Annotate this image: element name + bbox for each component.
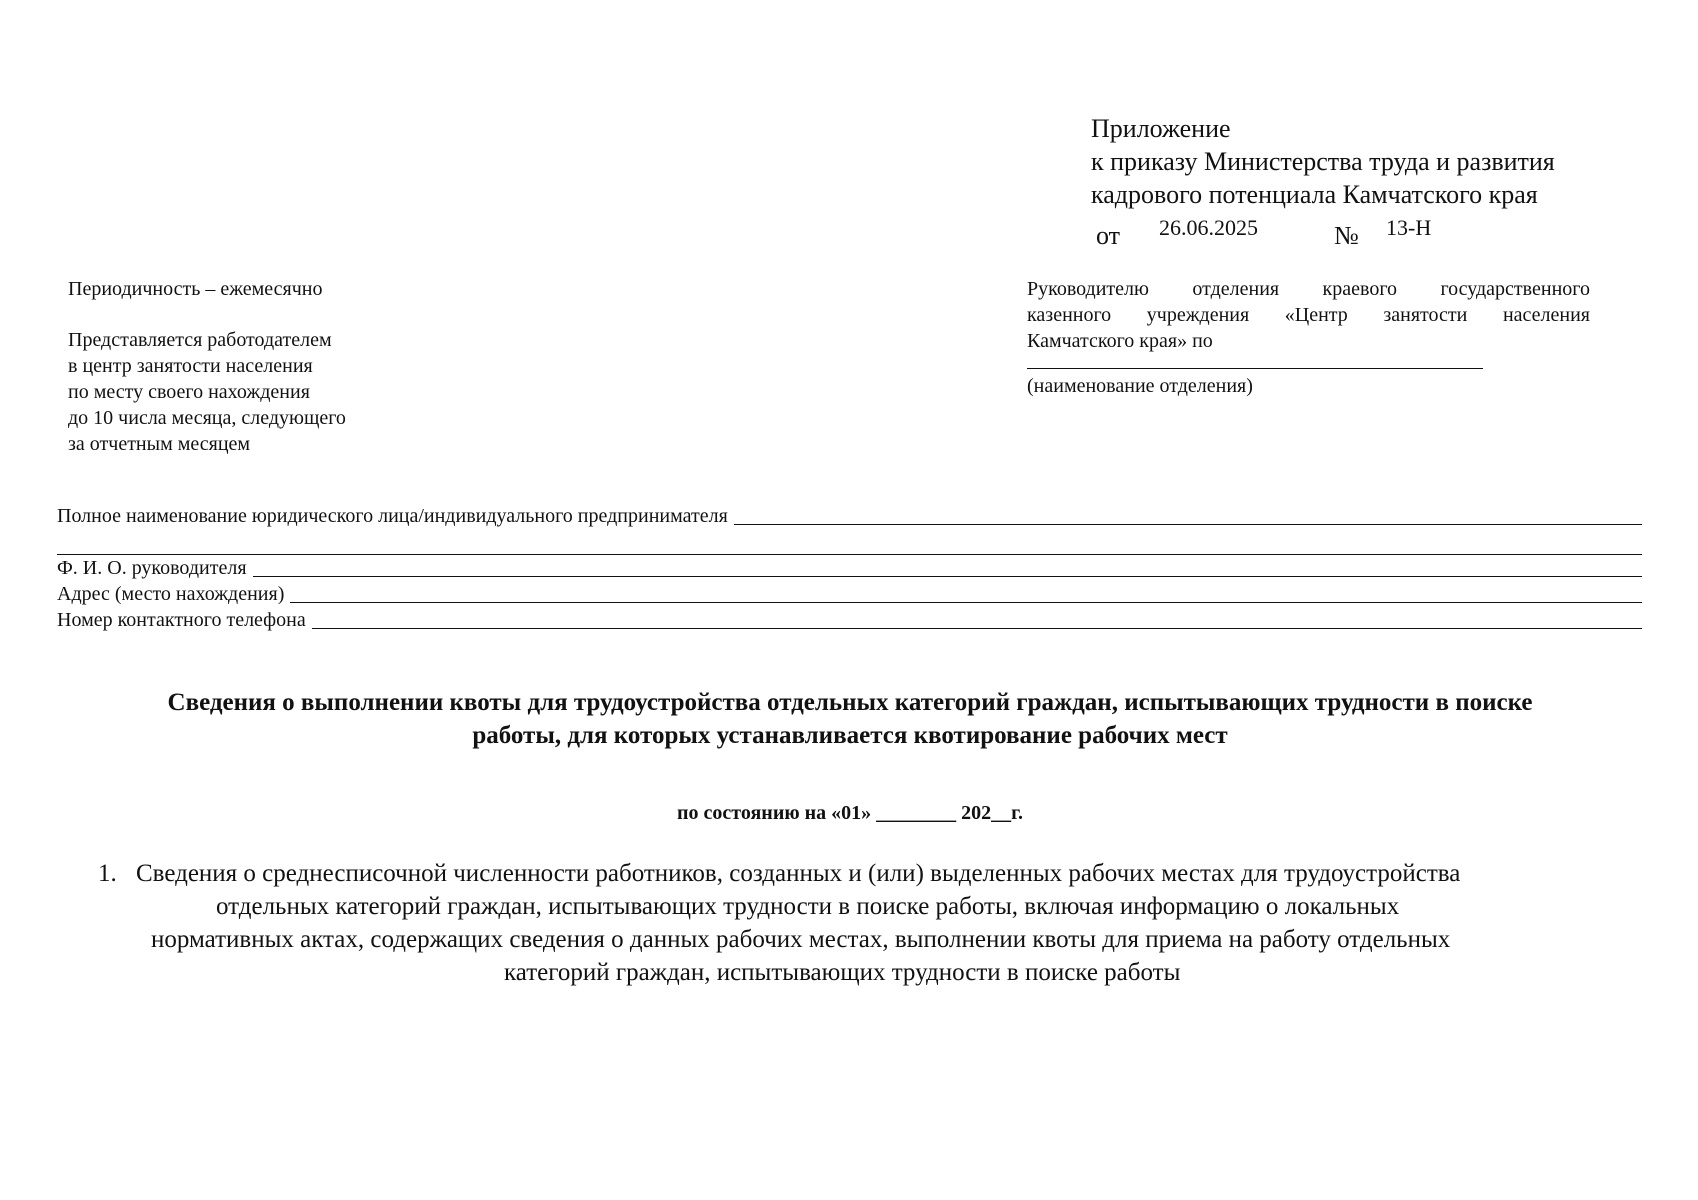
- order-number: 13-Н: [1386, 215, 1432, 240]
- order-date-number-row: [1091, 211, 1555, 250]
- address-label: Адрес (место нахождения): [57, 583, 285, 605]
- addressee-block: [1027, 276, 1590, 399]
- submission-info: [68, 276, 346, 457]
- appendix-ministry-line: кадрового потенциала Камчатского края: [1091, 180, 1538, 209]
- phone-row: [57, 607, 1642, 633]
- appendix-header: [1091, 112, 1555, 250]
- periodicity-text: Периодичность – ежемесячно: [68, 278, 323, 300]
- director-row: [57, 555, 1642, 581]
- addressee-line: Руководителю отделения краевого государственного: [1027, 278, 1590, 300]
- submission-line: за отчетным месяцем: [68, 433, 251, 455]
- phone-label: Номер контактного телефона: [57, 609, 306, 631]
- document-title: [60, 686, 1640, 752]
- org-name-label: Полное наименование юридического лица/индивидуального предпринимателя: [57, 505, 728, 527]
- submission-line: по месту своего нахождения: [68, 381, 310, 403]
- section-1-number: 1.: [98, 860, 117, 887]
- as-of-date: по состоянию на «01» ________ 202__г.: [677, 802, 1023, 824]
- order-number-sign: №: [1334, 221, 1359, 250]
- director-label: Ф. И. О. руководителя: [57, 557, 247, 579]
- director-field[interactable]: [253, 576, 1642, 577]
- phone-field[interactable]: [312, 628, 1642, 629]
- submission-line: в центр занятости населения: [68, 355, 313, 377]
- appendix-title: Приложение: [1091, 114, 1231, 143]
- section-1-text: Сведения о среднесписочной численности работников, созданных и (или) выделенных рабочих местах для трудоустройства: [136, 860, 1461, 887]
- org-name-row: [57, 503, 1642, 529]
- document-title-line: работы, для которых устанавливается квотирование рабочих мест: [472, 722, 1228, 749]
- department-name-hint: (наименование отделения): [1027, 375, 1253, 397]
- section-1-line: нормативных актах, содержащих сведения о данных рабочих местах, выполнении квоты для приема на работу отдельных: [151, 926, 1451, 953]
- document-title-line: Сведения о выполнении квоты для трудоустройства отдельных категорий граждан, испытывающих трудности в поиске: [167, 689, 1533, 716]
- org-name-field-continuation[interactable]: [57, 529, 1642, 555]
- employer-fields: [57, 503, 1642, 633]
- org-name-field[interactable]: [734, 524, 1642, 525]
- addressee-line: Камчатского края» по: [1027, 330, 1213, 352]
- section-1-line: категорий граждан, испытывающих трудности в поиске работы: [504, 959, 1181, 986]
- submission-line: Представляется работодателем: [68, 329, 332, 351]
- section-1: [98, 857, 1648, 989]
- section-1-line: [98, 857, 1648, 890]
- address-row: [57, 581, 1642, 607]
- address-field[interactable]: [290, 602, 1642, 603]
- order-from-label: от: [1096, 221, 1121, 250]
- appendix-order-line: к приказу Министерства труда и развития: [1091, 147, 1555, 176]
- section-1-line: отдельных категорий граждан, испытывающих трудности в поиске работы, включая информацию о локальных: [216, 893, 1400, 920]
- addressee-line: казенного учреждения «Центр занятости населения: [1027, 304, 1590, 326]
- submission-line: до 10 числа месяца, следующего: [68, 407, 346, 429]
- department-name-field[interactable]: [1027, 368, 1483, 369]
- order-date: 26.06.2025: [1159, 215, 1258, 240]
